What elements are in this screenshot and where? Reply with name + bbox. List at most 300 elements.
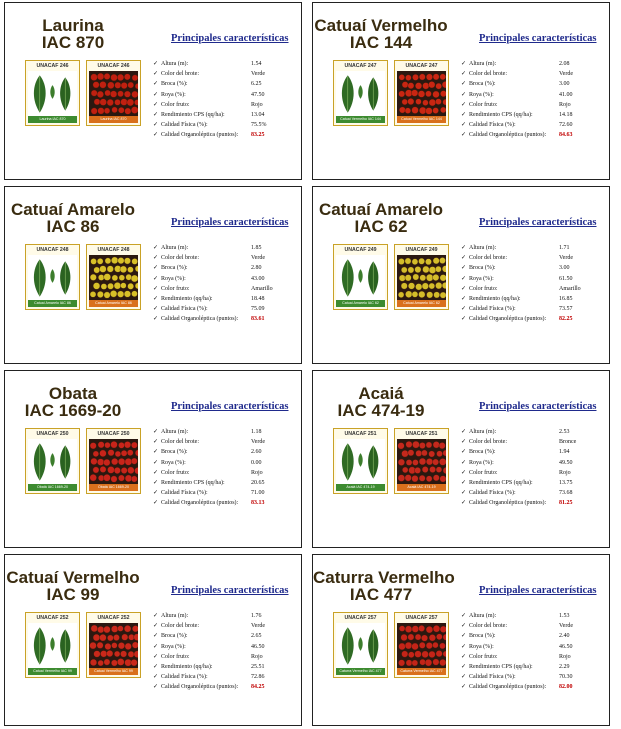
- characteristic-label: Broca (%):: [161, 81, 188, 88]
- characteristic-value: Rojo: [251, 469, 263, 476]
- leaf-photo: [333, 60, 388, 126]
- fruit-photo: [86, 612, 141, 678]
- characteristic-row: [461, 79, 596, 89]
- fruit-image: [89, 623, 138, 668]
- characteristic-label: Roya (%):: [161, 643, 186, 650]
- variety-card-2: [312, 2, 610, 180]
- characteristic-row: [461, 447, 596, 457]
- characteristic-value: 1.53: [559, 613, 570, 619]
- characteristic-value: 75.5%: [251, 122, 267, 129]
- characteristic-row: [461, 130, 596, 140]
- characteristic-row: [153, 100, 288, 110]
- characteristic-value: 1.94: [559, 449, 570, 456]
- characteristic-value: Rojo: [251, 101, 263, 108]
- characteristic-row: [153, 59, 288, 69]
- characteristic-row: [461, 253, 596, 263]
- fruit-photo-label: UNACAF 251: [405, 431, 438, 437]
- fruit-photo-caption: Laurina IAC 870: [89, 116, 138, 123]
- coffee-leaf-icon: [28, 255, 77, 300]
- leaf-photo-label: UNACAF 251: [344, 431, 377, 437]
- characteristic-row: [461, 488, 596, 498]
- characteristic-label: Altura (m):: [469, 429, 497, 435]
- fruit-photo: [86, 244, 141, 310]
- fruit-photo: [394, 60, 449, 126]
- characteristic-label: Color fruto:: [161, 285, 190, 292]
- characteristics-heading: Principales características: [479, 33, 597, 44]
- checkmark-icon: ✓: [153, 613, 159, 619]
- leaf-photo-caption: Acaiá IAC 474-19: [336, 484, 385, 491]
- photo-pair: [25, 60, 141, 126]
- characteristic-label: Rendimiento CPS (qq/ha):: [469, 111, 533, 118]
- checkmark-icon: ✓: [153, 479, 159, 486]
- checkmark-icon: ✓: [461, 61, 467, 67]
- characteristic-value: 1.71: [559, 245, 570, 251]
- leaf-image: [28, 255, 77, 300]
- characteristic-row: [461, 631, 596, 641]
- checkmark-icon: ✓: [461, 295, 467, 302]
- characteristic-label: Broca (%):: [161, 265, 188, 272]
- fruit-photo-caption: Obatá IAC 1669-20: [89, 484, 138, 491]
- leaf-photo-label: UNACAF 249: [344, 247, 377, 253]
- characteristic-value: 84.25: [251, 684, 265, 691]
- variety-name-line1: Obata: [48, 384, 98, 403]
- characteristics-heading: Principales características: [171, 33, 289, 44]
- fruit-image: [89, 71, 138, 116]
- characteristic-value: 49.50: [559, 459, 573, 466]
- checkmark-icon: ✓: [461, 653, 467, 660]
- characteristic-row: [153, 284, 288, 294]
- checkmark-icon: ✓: [153, 623, 159, 630]
- characteristic-label: Calidad Física (%):: [161, 122, 208, 129]
- checkmark-icon: ✓: [153, 429, 159, 435]
- checkmark-icon: ✓: [461, 285, 467, 292]
- fruit-photo: [86, 428, 141, 494]
- variety-name-line1: Acaiá: [358, 384, 404, 403]
- photo-pair: [333, 244, 449, 310]
- characteristic-label: Color del brote:: [161, 71, 199, 78]
- checkmark-icon: ✓: [461, 459, 467, 466]
- characteristic-value: 82.25: [559, 316, 573, 323]
- characteristic-value: Rojo: [559, 101, 571, 108]
- characteristics-list: [153, 611, 288, 693]
- variety-name: [5, 17, 141, 51]
- checkmark-icon: ✓: [153, 674, 159, 681]
- fruit-photo: [394, 428, 449, 494]
- characteristic-value: 83.13: [251, 500, 265, 507]
- characteristic-row: [153, 90, 288, 100]
- fruit-image: [397, 71, 446, 116]
- checkmark-icon: ✓: [461, 101, 467, 108]
- characteristic-label: Color del brote:: [161, 255, 199, 262]
- coffee-cherries-icon: [89, 255, 138, 300]
- checkmark-icon: ✓: [153, 255, 159, 262]
- characteristic-value: 73.68: [559, 490, 573, 497]
- characteristics-list: [153, 243, 288, 325]
- characteristic-value: 25.51: [251, 663, 265, 670]
- checkmark-icon: ✓: [153, 275, 159, 282]
- characteristic-value: Verde: [251, 439, 265, 446]
- characteristic-row: [461, 69, 596, 79]
- coffee-leaf-icon: [28, 439, 77, 484]
- fruit-photo: [86, 60, 141, 126]
- checkmark-icon: ✓: [153, 653, 159, 660]
- characteristics-list: [153, 59, 288, 141]
- checkmark-icon: ✓: [153, 111, 159, 118]
- characteristic-row: [153, 294, 288, 304]
- characteristic-label: Calidad Organoléptica (puntos):: [469, 132, 547, 139]
- characteristic-row: [153, 662, 288, 672]
- variety-name: [313, 385, 449, 419]
- characteristic-label: Calidad Organoléptica (puntos):: [469, 500, 547, 507]
- characteristic-label: Broca (%):: [469, 449, 496, 456]
- characteristic-row: [461, 468, 596, 478]
- fruit-photo-caption: Catuaí Amarelo IAC 62: [397, 300, 446, 307]
- characteristic-row: [153, 427, 288, 437]
- characteristic-row: [153, 672, 288, 682]
- characteristic-value: 2.53: [559, 429, 570, 435]
- characteristic-row: [461, 314, 596, 324]
- coffee-leaf-icon: [28, 623, 77, 668]
- characteristic-label: Calidad Física (%):: [469, 674, 516, 681]
- checkmark-icon: ✓: [153, 101, 159, 108]
- characteristic-label: Color del brote:: [469, 439, 507, 446]
- variety-name-line2: IAC 62: [354, 217, 408, 236]
- checkmark-icon: ✓: [461, 613, 467, 619]
- characteristic-label: Altura (m):: [161, 61, 189, 67]
- characteristic-label: Color fruto:: [469, 285, 498, 292]
- fruit-photo-label: UNACAF 250: [97, 431, 130, 437]
- variety-card-5: [4, 370, 302, 548]
- variety-name: [5, 569, 141, 603]
- characteristic-row: [153, 263, 288, 273]
- characteristic-label: Roya (%):: [161, 275, 186, 282]
- leaf-image: [336, 255, 385, 300]
- variety-name: [5, 385, 141, 419]
- characteristic-label: Calidad Organoléptica (puntos):: [469, 316, 547, 323]
- characteristic-value: 2.40: [559, 633, 570, 640]
- characteristic-label: Color fruto:: [161, 469, 190, 476]
- checkmark-icon: ✓: [461, 663, 467, 670]
- fruit-photo-caption: Catuaí Vermelho IAC 144: [397, 116, 446, 123]
- characteristic-label: Color fruto:: [469, 469, 498, 476]
- photo-pair: [333, 612, 449, 678]
- characteristic-value: Verde: [559, 255, 573, 262]
- checkmark-icon: ✓: [153, 643, 159, 650]
- characteristic-value: 20.65: [251, 479, 265, 486]
- fruit-photo-label: UNACAF 257: [405, 615, 438, 621]
- variety-name-line2: IAC 86: [46, 217, 100, 236]
- fruit-image: [397, 255, 446, 300]
- characteristic-row: [461, 498, 596, 508]
- characteristics-heading: Principales características: [171, 217, 289, 228]
- characteristic-value: 13.75: [559, 479, 573, 486]
- characteristic-value: Verde: [251, 623, 265, 630]
- characteristic-row: [153, 488, 288, 498]
- fruit-photo-label: UNACAF 247: [405, 63, 438, 69]
- characteristic-value: 2.60: [251, 449, 262, 456]
- characteristic-label: Calidad Organoléptica (puntos):: [161, 132, 239, 139]
- leaf-photo-label: UNACAF 248: [36, 247, 69, 253]
- variety-card-3: [4, 186, 302, 364]
- checkmark-icon: ✓: [461, 91, 467, 98]
- characteristic-value: Amarillo: [559, 285, 581, 292]
- coffee-leaf-icon: [336, 71, 385, 116]
- coffee-cherries-icon: [397, 255, 446, 300]
- characteristic-row: [153, 611, 288, 621]
- checkmark-icon: ✓: [461, 71, 467, 78]
- coffee-leaf-icon: [336, 623, 385, 668]
- variety-name-line1: Catuaí Vermelho: [6, 568, 140, 587]
- characteristics-heading: Principales características: [479, 401, 597, 412]
- coffee-leaf-icon: [336, 439, 385, 484]
- leaf-photo-label: UNACAF 250: [36, 431, 69, 437]
- characteristic-row: [153, 652, 288, 662]
- checkmark-icon: ✓: [461, 245, 467, 251]
- characteristic-row: [153, 69, 288, 79]
- characteristic-row: [153, 130, 288, 140]
- characteristic-value: 2.08: [559, 61, 570, 67]
- coffee-cherries-icon: [397, 623, 446, 668]
- photo-pair: [333, 60, 449, 126]
- characteristic-row: [461, 110, 596, 120]
- characteristic-label: Altura (m):: [469, 61, 497, 67]
- checkmark-icon: ✓: [461, 81, 467, 88]
- characteristic-row: [461, 437, 596, 447]
- characteristic-value: 71.00: [251, 490, 265, 497]
- characteristic-row: [153, 314, 288, 324]
- checkmark-icon: ✓: [461, 255, 467, 262]
- characteristic-value: 46.50: [559, 643, 573, 650]
- characteristic-label: Calidad Física (%):: [161, 674, 208, 681]
- characteristic-label: Roya (%):: [469, 275, 494, 282]
- characteristics-heading: Principales características: [479, 585, 597, 596]
- characteristic-row: [461, 458, 596, 468]
- coffee-cherries-icon: [89, 71, 138, 116]
- checkmark-icon: ✓: [153, 684, 159, 691]
- leaf-photo: [25, 612, 80, 678]
- characteristic-label: Calidad Física (%):: [161, 306, 208, 313]
- leaf-photo-label: UNACAF 247: [344, 63, 377, 69]
- characteristics-heading: Principales características: [171, 585, 289, 596]
- characteristic-value: 1.54: [251, 61, 262, 67]
- characteristic-label: Broca (%):: [469, 81, 496, 88]
- characteristic-label: Calidad Organoléptica (puntos):: [161, 684, 239, 691]
- characteristic-value: 16.85: [559, 295, 573, 302]
- variety-name-line1: Catuaí Amarelo: [318, 200, 444, 219]
- checkmark-icon: ✓: [461, 449, 467, 456]
- checkmark-icon: ✓: [153, 500, 159, 507]
- characteristic-row: [153, 274, 288, 284]
- photo-pair: [25, 244, 141, 310]
- characteristic-label: Rendimiento (qq/ha):: [161, 295, 213, 302]
- checkmark-icon: ✓: [461, 132, 467, 139]
- characteristic-row: [461, 274, 596, 284]
- characteristic-label: Rendimiento CPS (qq/ha):: [161, 111, 225, 118]
- characteristic-label: Roya (%):: [469, 643, 494, 650]
- checkmark-icon: ✓: [153, 439, 159, 446]
- characteristic-row: [461, 243, 596, 253]
- variety-name: [313, 568, 455, 604]
- characteristics-heading: Principales características: [171, 401, 289, 412]
- coffee-leaf-icon: [336, 255, 385, 300]
- characteristic-row: [461, 478, 596, 488]
- characteristic-label: Calidad Física (%):: [469, 122, 516, 129]
- leaf-photo-caption: Caturra Vermelho IAC 477: [336, 668, 385, 675]
- characteristic-value: 81.25: [559, 500, 573, 507]
- characteristic-label: Broca (%):: [469, 633, 496, 640]
- characteristic-label: Calidad Física (%):: [469, 306, 516, 313]
- characteristic-value: Verde: [559, 623, 573, 630]
- characteristic-row: [153, 498, 288, 508]
- characteristic-label: Roya (%):: [469, 91, 494, 98]
- checkmark-icon: ✓: [461, 265, 467, 272]
- checkmark-icon: ✓: [461, 633, 467, 640]
- variety-card-4: [312, 186, 610, 364]
- characteristic-row: [153, 468, 288, 478]
- characteristic-row: [461, 120, 596, 130]
- characteristics-list: [461, 59, 596, 141]
- characteristic-value: 3.00: [559, 81, 570, 88]
- leaf-photo-caption: Catuaí Amarelo IAC 86: [28, 300, 77, 307]
- characteristic-value: Verde: [559, 71, 573, 78]
- characteristic-value: Rojo: [559, 653, 571, 660]
- fruit-photo-caption: Catuaí Amarelo IAC 86: [89, 300, 138, 307]
- coffee-leaf-icon: [28, 71, 77, 116]
- variety-name-line1: Laurina: [42, 16, 104, 35]
- variety-name: [313, 17, 449, 51]
- checkmark-icon: ✓: [153, 449, 159, 456]
- coffee-cherries-icon: [397, 71, 446, 116]
- checkmark-icon: ✓: [153, 71, 159, 78]
- checkmark-icon: ✓: [153, 61, 159, 67]
- coffee-cherries-icon: [397, 439, 446, 484]
- characteristic-label: Broca (%):: [161, 449, 188, 456]
- photo-pair: [25, 612, 141, 678]
- checkmark-icon: ✓: [461, 479, 467, 486]
- checkmark-icon: ✓: [461, 439, 467, 446]
- checkmark-icon: ✓: [153, 459, 159, 466]
- characteristic-row: [153, 253, 288, 263]
- characteristic-label: Rendimiento CPS (qq/ha):: [469, 663, 533, 670]
- checkmark-icon: ✓: [461, 275, 467, 282]
- checkmark-icon: ✓: [461, 122, 467, 129]
- characteristic-label: Color del brote:: [469, 623, 507, 630]
- fruit-image: [89, 255, 138, 300]
- fruit-photo: [394, 612, 449, 678]
- variety-name-line1: Catuaí Amarelo: [10, 200, 136, 219]
- characteristic-label: Color del brote:: [161, 623, 199, 630]
- characteristic-row: [461, 621, 596, 631]
- checkmark-icon: ✓: [461, 623, 467, 630]
- checkmark-icon: ✓: [153, 122, 159, 129]
- characteristic-row: [461, 662, 596, 672]
- leaf-image: [336, 623, 385, 668]
- characteristic-row: [461, 263, 596, 273]
- fruit-photo: [394, 244, 449, 310]
- checkmark-icon: ✓: [153, 91, 159, 98]
- checkmark-icon: ✓: [153, 265, 159, 272]
- characteristic-row: [461, 672, 596, 682]
- characteristic-label: Roya (%):: [469, 459, 494, 466]
- characteristic-value: 70.30: [559, 674, 573, 681]
- leaf-photo-label: UNACAF 252: [36, 615, 69, 621]
- characteristic-row: [461, 611, 596, 621]
- characteristic-value: 83.61: [251, 316, 265, 323]
- checkmark-icon: ✓: [461, 490, 467, 497]
- leaf-image: [336, 439, 385, 484]
- characteristic-row: [153, 642, 288, 652]
- photo-pair: [25, 428, 141, 494]
- checkmark-icon: ✓: [461, 469, 467, 476]
- characteristic-value: 46.50: [251, 643, 265, 650]
- characteristic-value: 43.00: [251, 275, 265, 282]
- characteristic-value: 84.63: [559, 132, 573, 139]
- leaf-photo: [333, 244, 388, 310]
- characteristic-label: Calidad Organoléptica (puntos):: [161, 500, 239, 507]
- characteristic-value: 1.76: [251, 613, 262, 619]
- characteristic-label: Rendimiento CPS (qq/ha):: [469, 479, 533, 486]
- characteristic-label: Rendimiento CPS (qq/ha):: [161, 479, 225, 486]
- checkmark-icon: ✓: [153, 316, 159, 323]
- checkmark-icon: ✓: [153, 306, 159, 313]
- leaf-photo-caption: Laurina IAC 870: [28, 116, 77, 123]
- coffee-cherries-icon: [89, 439, 138, 484]
- variety-name-line1: Catuaí Vermelho: [314, 16, 448, 35]
- characteristic-label: Calidad Organoléptica (puntos):: [469, 684, 547, 691]
- checkmark-icon: ✓: [461, 111, 467, 118]
- characteristic-label: Calidad Física (%):: [469, 490, 516, 497]
- characteristic-row: [153, 458, 288, 468]
- characteristic-value: 72.86: [251, 674, 265, 681]
- characteristic-value: 13.04: [251, 111, 265, 118]
- leaf-photo-label: UNACAF 246: [36, 63, 69, 69]
- variety-card-8: [312, 554, 610, 726]
- checkmark-icon: ✓: [461, 674, 467, 681]
- characteristic-value: 83.25: [251, 132, 265, 139]
- characteristics-list: [461, 243, 596, 325]
- variety-name: [313, 201, 449, 235]
- characteristic-value: 75.09: [251, 306, 265, 313]
- fruit-photo-caption: Catuaí Vermelho IAC 99: [89, 668, 138, 675]
- characteristic-row: [461, 304, 596, 314]
- fruit-photo-caption: Acaiá IAC 474-19: [397, 484, 446, 491]
- leaf-image: [336, 71, 385, 116]
- variety-name-line2: IAC 99: [46, 585, 100, 604]
- characteristic-row: [153, 304, 288, 314]
- characteristic-value: Amarillo: [251, 285, 273, 292]
- fruit-photo-label: UNACAF 248: [97, 247, 130, 253]
- leaf-photo-caption: Obatá IAC 1669-20: [28, 484, 77, 491]
- leaf-image: [28, 71, 77, 116]
- characteristic-row: [153, 478, 288, 488]
- characteristic-value: 2.80: [251, 265, 262, 272]
- checkmark-icon: ✓: [153, 295, 159, 302]
- leaf-photo: [25, 60, 80, 126]
- leaf-photo-caption: Catuaí Amarelo IAC 62: [336, 300, 385, 307]
- leaf-photo-caption: Catuaí Vermelho IAC 99: [28, 668, 77, 675]
- characteristic-value: 3.00: [559, 265, 570, 272]
- variety-name-line2: IAC 477: [349, 585, 413, 604]
- checkmark-icon: ✓: [461, 306, 467, 313]
- fruit-photo-caption: Caturra Vermelho IAC 477: [397, 668, 446, 675]
- characteristic-value: 1.18: [251, 429, 262, 435]
- variety-name-line2: IAC 144: [349, 33, 413, 52]
- characteristic-value: 2.29: [559, 663, 570, 670]
- characteristic-row: [153, 79, 288, 89]
- checkmark-icon: ✓: [153, 633, 159, 640]
- characteristic-row: [461, 100, 596, 110]
- variety-name-line2: IAC 474-19: [337, 401, 425, 420]
